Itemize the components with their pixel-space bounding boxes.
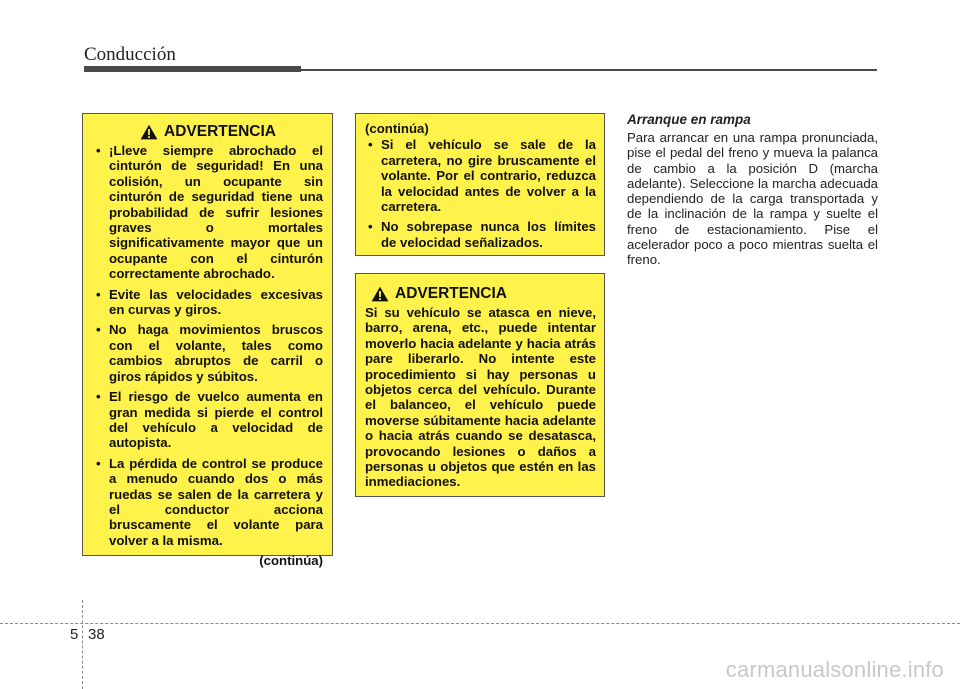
warning-box-stuck-vehicle — [355, 273, 605, 497]
watermark: carmanualsonline.info — [725, 657, 944, 682]
warning-heading — [93, 124, 323, 140]
warning-triangle-icon — [371, 286, 389, 302]
warning-list-item: • El riesgo de vuelco aumenta en gran medida si pierde el control del vehículo a velocidad de autopista. — [93, 389, 323, 451]
warning-list-item: • Evite las velocidades excesivas en curvas y giros. — [93, 287, 323, 318]
header-rule-thick — [84, 66, 301, 72]
warning-text: Si su vehículo se atasca en nieve, barro, arena, etc., puede intentar moverlo hacia adelante y hacia atrás pare liberarlo. No intente este procedimiento si hay personas u objetos cerca del vehículo. Durante el balanceo, el vehículo puede moverse súbitamente hacia adelante o hacia atrás cuando se desatasca, provocando lesiones o daños a personas u objetos que estén en las inmediaciones. — [365, 305, 596, 490]
warning-list-item: • Si el vehículo se sale de la carretera, no gire bruscamente el volante. Por el contrario, reduzca la velocidad antes de volver a la carretera. — [365, 137, 596, 214]
warning-list — [365, 137, 596, 250]
page-number: 38 — [88, 626, 105, 643]
warning-list-item: • ¡Lleve siempre abrochado el cinturón de seguridad! En una colisión, un ocupante sin cinturón de seguridad tiene una probabilidad de sufrir lesiones graves o mortales significativamente mayor que un ocupante con el cinturón correctamente abrochado. — [93, 143, 323, 282]
warning-list — [93, 143, 323, 548]
warning-box-continued — [355, 113, 605, 256]
warning-box-seatbelt — [82, 113, 333, 569]
section-heading: Arranque en rampa — [627, 112, 751, 127]
warning-heading — [365, 286, 596, 302]
section-body-text: Para arrancar en una rampa pronunciada, pise el pedal del freno y mueva la palanca de cambio a la posición D (marcha adelante). Seleccione la marcha adecuada dependiendo de la carga transportada y de la inclinación de la rampa y suelte el freno de estacionamiento. Pise el acelerador poco a poco mientras suelta el freno. — [627, 130, 878, 268]
page-header-title: Conducción — [84, 44, 176, 65]
warning-heading-text: ADVERTENCIA — [164, 123, 276, 141]
continued-label: (continúa) — [259, 553, 323, 569]
footer-divider — [82, 600, 83, 689]
header-rule-thin — [301, 69, 877, 71]
warning-heading-text: ADVERTENCIA — [395, 285, 507, 303]
footer-rule — [0, 623, 960, 624]
warning-list-item: • La pérdida de control se produce a menudo cuando dos o más ruedas se salen de la carretera y el conductor acciona bruscamente el volante para volver a la misma. — [93, 456, 323, 548]
continued-label: (continúa) — [365, 121, 429, 136]
warning-list-item: • No sobrepase nunca los límites de velocidad señalizados. — [365, 219, 596, 250]
warning-triangle-icon — [140, 124, 158, 140]
warning-list-item: • No haga movimientos bruscos con el volante, tales como cambios abruptos de carril o giros rápidos y súbitos. — [93, 322, 323, 384]
chapter-number: 5 — [70, 626, 79, 643]
